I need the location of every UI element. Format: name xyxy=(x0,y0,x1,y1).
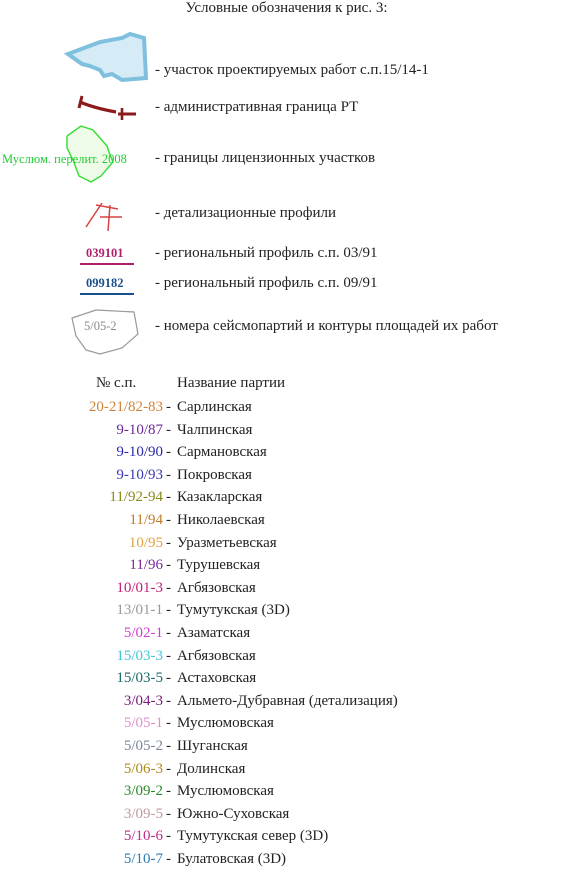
party-row xyxy=(0,783,573,805)
detail-profile-icon xyxy=(82,197,132,235)
party-dash: - xyxy=(166,444,171,461)
party-dash: - xyxy=(166,602,171,619)
party-row xyxy=(0,535,573,557)
party-number: 9-10/93 xyxy=(116,466,163,483)
table-header-name: Название партии xyxy=(177,375,286,391)
party-number: 5/06-3 xyxy=(123,760,163,777)
party-name: Агбязовская xyxy=(177,579,256,596)
legend-text-regional-0991: - региональный профиль с.п. 09/91 xyxy=(155,275,378,291)
legend-text-regional-0391: - региональный профиль с.п. 03/91 xyxy=(155,245,378,261)
party-name: Уразметьевская xyxy=(177,534,277,551)
legend-row-seismic xyxy=(0,306,573,340)
party-number: 5/05-2 xyxy=(123,738,163,754)
party-row xyxy=(0,422,573,444)
party-number: 5/10-6 xyxy=(123,828,163,845)
party-dash: - xyxy=(166,760,171,777)
party-dash: - xyxy=(166,805,171,822)
party-number: 3/04-3 xyxy=(123,692,163,709)
license-area-label: Муслюм. перелит. 2008 xyxy=(2,152,127,166)
party-number: 9-10/90 xyxy=(116,444,163,461)
party-dash: - xyxy=(166,489,171,506)
party-name: Сарлинская xyxy=(177,399,252,415)
party-row xyxy=(0,670,573,692)
party-row xyxy=(0,761,573,783)
party-name: Астаховская xyxy=(177,670,257,687)
legend-row-detail-profiles xyxy=(0,195,573,229)
regional-profile-0391-line xyxy=(80,263,134,265)
party-number: 3/09-2 xyxy=(123,783,163,800)
party-dash: - xyxy=(166,851,171,867)
party-dash: - xyxy=(166,670,171,687)
seismic-area-label: 5/05-2 xyxy=(84,319,117,333)
legend-row-project-area xyxy=(0,40,573,78)
project-area-shape xyxy=(68,34,146,80)
regional-profile-0991-line xyxy=(80,293,134,295)
party-name: Азаматская xyxy=(177,625,251,641)
party-name: Муслюмовская xyxy=(177,715,274,732)
party-name: Альмето-Дубравная (детализация) xyxy=(177,692,398,709)
party-number: 11/92-94 xyxy=(109,489,163,506)
party-row xyxy=(0,648,573,670)
party-name: Турушевская xyxy=(177,557,261,574)
party-row xyxy=(0,693,573,715)
party-dash: - xyxy=(166,715,171,732)
party-dash: - xyxy=(166,557,171,574)
party-number: 10/95 xyxy=(128,534,163,551)
party-dash: - xyxy=(166,399,171,415)
party-row xyxy=(0,444,573,466)
party-number: 10/01-3 xyxy=(116,579,163,596)
party-name: Тумутукская север (3D) xyxy=(177,828,329,845)
party-name: Долинская xyxy=(177,760,246,777)
project-area-polygon-icon xyxy=(60,32,150,88)
party-dash: - xyxy=(166,534,171,551)
party-number: 5/02-1 xyxy=(123,625,163,641)
regional-profile-0391-label: 039101 xyxy=(86,246,124,260)
party-name: Муслюмовская xyxy=(177,783,274,800)
legend-title: Условные обозначения к рис. 3: xyxy=(185,0,388,16)
party-dash: - xyxy=(166,579,171,596)
party-name: Николаевская xyxy=(177,512,265,528)
party-dash: - xyxy=(166,783,171,800)
party-dash: - xyxy=(166,738,171,754)
party-number: 11/96 xyxy=(129,557,163,574)
party-number: 9-10/87 xyxy=(116,421,163,438)
party-name: Чалпинская xyxy=(177,421,253,438)
party-row xyxy=(0,602,573,624)
legend-row-regional-0991 xyxy=(0,270,573,304)
party-name: Южно-Суховская xyxy=(177,805,290,822)
party-name: Тумутукская (3D) xyxy=(177,602,290,619)
admin-border-line xyxy=(80,102,116,112)
party-name: Казакларская xyxy=(177,489,263,506)
party-row xyxy=(0,489,573,511)
admin-border-tick xyxy=(79,96,82,108)
party-dash: - xyxy=(166,512,171,528)
party-dash: - xyxy=(166,421,171,438)
party-number: 15/03-3 xyxy=(116,647,163,664)
party-dash: - xyxy=(166,647,171,664)
party-dash: - xyxy=(166,828,171,845)
regional-profile-0991-label: 099182 xyxy=(86,276,124,290)
party-dash: - xyxy=(166,692,171,709)
party-row xyxy=(0,467,573,489)
party-number: 5/10-7 xyxy=(123,851,163,867)
legend-row-regional-0391 xyxy=(0,240,573,274)
party-row xyxy=(0,828,573,850)
legend-row-license xyxy=(0,130,573,164)
legend-text-project-area: - участок проектируемых работ с.п.15/14-1 xyxy=(155,62,429,78)
party-number: 11/94 xyxy=(129,512,163,528)
party-number: 5/05-1 xyxy=(123,715,163,732)
party-name: Шуганская xyxy=(177,738,248,754)
party-row xyxy=(0,580,573,602)
party-row xyxy=(0,625,573,647)
legend-text-admin-border: - административная граница РТ xyxy=(155,99,359,115)
party-name: Агбязовская xyxy=(177,647,256,664)
legend-text-detail-profiles: - детализационные профили xyxy=(155,205,337,221)
party-number: 13/01-1 xyxy=(116,602,163,619)
detail-profile-line xyxy=(86,203,102,227)
party-name: Покровская xyxy=(177,466,252,483)
party-row xyxy=(0,715,573,737)
party-name: Сармановская xyxy=(177,444,267,461)
party-row xyxy=(0,399,573,421)
party-dash: - xyxy=(166,625,171,641)
legend-row-admin-border xyxy=(0,92,573,126)
party-dash: - xyxy=(166,466,171,483)
party-row xyxy=(0,851,573,873)
detail-profile-line xyxy=(108,205,110,231)
party-number: 3/09-5 xyxy=(123,805,163,822)
party-row xyxy=(0,512,573,534)
party-number: 15/03-5 xyxy=(116,670,163,687)
legend-text-license: - границы лицензионных участков xyxy=(155,150,376,166)
table-header-num: № с.п. xyxy=(96,375,137,391)
party-number: 20-21/82-83 xyxy=(88,399,163,415)
party-row xyxy=(0,557,573,579)
party-row xyxy=(0,806,573,828)
party-row xyxy=(0,738,573,760)
party-name: Булатовская (3D) xyxy=(177,851,287,867)
legend-text-seismic: - номера сейсмопартий и контуры площадей их работ xyxy=(155,318,498,334)
